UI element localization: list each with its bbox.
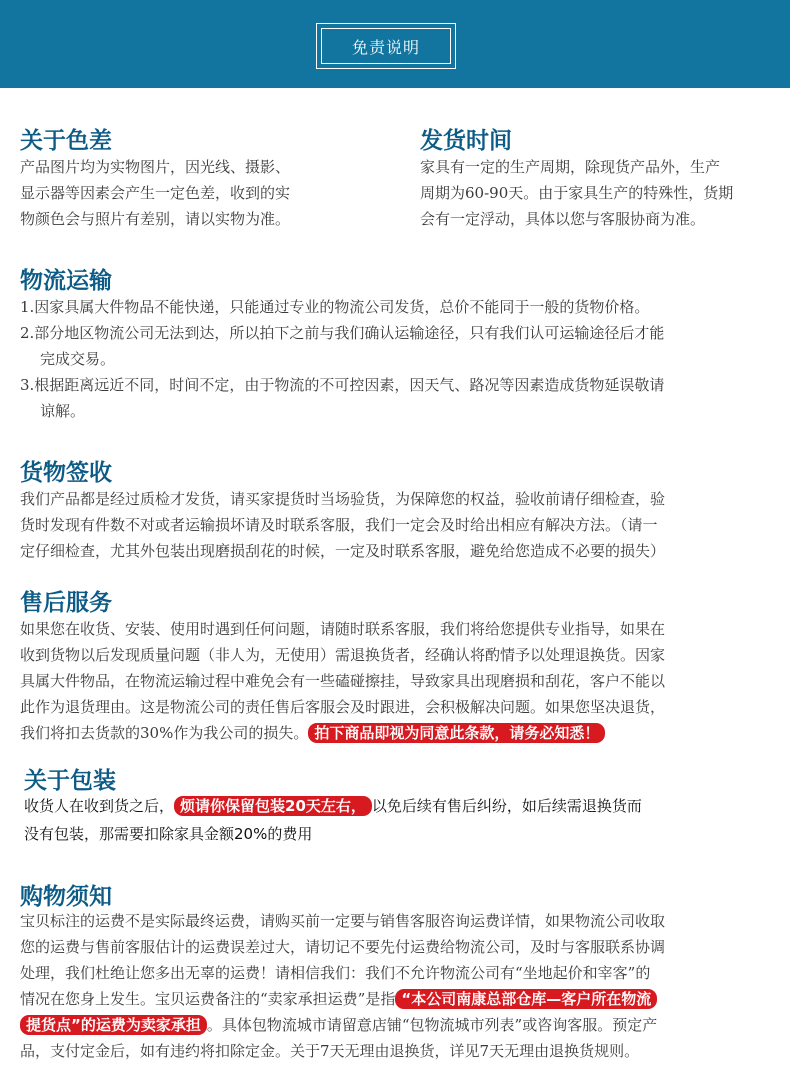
text-line: 物颜色会与照片有差别，请以实物为准。	[20, 210, 291, 228]
text-line: 家具有一定的生产周期，除现货产品外，生产	[420, 158, 721, 176]
text-line: 处理，我们杜绝让您多出无辜的运费！请相信我们：我们不允许物流公司有“坐地起价和宰客”的	[20, 964, 651, 982]
list-item-continuation: 完成交易。	[40, 350, 116, 368]
logistics-text	[20, 294, 780, 424]
text-line: 货时发现有件数不对或者运输损坏请及时联系客服，我们一定会及时给出相应有解决方法。（请一	[20, 516, 658, 534]
text-line: 产品图片均为实物图片，因光线、摄影、	[20, 158, 291, 176]
packaging-heading: 关于包装	[24, 767, 116, 794]
after-sales-highlight: 拍下商品即视为同意此条款，请务必知悉！	[308, 723, 605, 743]
text-line: 会有一定浮动，具体以您与客服协商为准。	[420, 210, 706, 228]
text-line	[20, 986, 780, 1012]
notice-line6: 品，支付定金后，如有违约将扣除定金。关于7天无理由退换货，详见7天无理由退换货规则。	[20, 1042, 640, 1060]
ship-time-text	[420, 154, 785, 232]
packaging-line2: 没有包装，那需要扣除家具金额20%的费用	[24, 825, 313, 843]
text-line	[24, 792, 784, 820]
notice-highlight-a: “本公司南康总部仓库—客户所在物流	[395, 989, 657, 1009]
text-line	[20, 720, 780, 746]
packaging-line1-post: 以免后续有售后纠纷，如后续需退换货而	[371, 797, 642, 815]
text-line: 我们产品都是经过质检才发货，请买家提货时当场验货，为保障您的权益，验收前请仔细检查，验	[20, 490, 666, 508]
after-sales-heading: 售后服务	[20, 589, 112, 616]
banner-title: 免责说明	[321, 28, 451, 64]
banner-frame	[316, 23, 456, 69]
signing-text	[20, 486, 780, 564]
list-item: 3.根据距离远近不同，时间不定，由于物流的不可控因素，因天气、路况等因素造成货物延误敬请	[20, 376, 665, 394]
header-banner	[0, 0, 790, 88]
text-line: 显示器等因素会产生一定色差，收到的实	[20, 184, 291, 202]
notice-highlight-b: 提货点”的运费为卖家承担	[20, 1015, 207, 1035]
text-line: 周期为60-90天。由于家具生产的特殊性，货期	[420, 184, 734, 202]
text-line: 您的运费与售前客服估计的运费误差过大，请切记不要先付运费给物流公司，及时与客服联系协调	[20, 938, 666, 956]
text-line: 宝贝标注的运费不是实际最终运费，请购买前一定要与销售客服咨询运费详情，如果物流公司收取	[20, 912, 666, 930]
notice-text	[20, 908, 780, 1064]
packaging-highlight: 烦请你保留包装20天左右，	[174, 796, 372, 816]
color-diff-heading: 关于色差	[20, 127, 112, 154]
text-line: 具属大件物品，在物流运输过程中难免会有一些磕碰擦挂，导致家具出现磨损和刮花，客户不能以	[20, 672, 666, 690]
text-line	[20, 1012, 780, 1038]
list-item-continuation: 谅解。	[40, 402, 86, 420]
text-line: 收到货物以后发现质量问题（非人为，无使用）需退换货者，经确认将酌情予以处理退换货。因家	[20, 646, 666, 664]
text-line: 此作为退货理由。这是物流公司的责任售后客服会及时跟进，会积极解决问题。如果您坚决退货，	[20, 698, 666, 716]
text-line: 如果您在收货、安装、使用时遇到任何问题，请随时联系客服，我们将给您提供专业指导，如果在	[20, 620, 666, 638]
notice-heading: 购物须知	[20, 883, 112, 910]
after-sales-text	[20, 616, 780, 746]
after-sales-last-line: 我们将扣去货款的30%作为我公司的损失。	[20, 724, 309, 742]
packaging-line1-pre: 收货人在收到货之后，	[24, 797, 175, 815]
notice-line5-post: 。具体包物流城市请留意店铺“包物流城市列表”或咨询客服。预定产	[206, 1016, 658, 1034]
list-item: 1.因家具属大件物品不能快递，只能通过专业的物流公司发货，总价不能同于一般的货物价格。	[20, 298, 650, 316]
ship-time-heading: 发货时间	[420, 127, 512, 154]
signing-heading: 货物签收	[20, 459, 112, 486]
list-item: 2.部分地区物流公司无法到达，所以拍下之前与我们确认运输途径，只有我们认可运输途径后才能	[20, 324, 665, 342]
notice-line4-pre: 情况在您身上发生。宝贝运费备注的“卖家承担运费”是指	[20, 990, 396, 1008]
color-diff-text	[20, 154, 390, 232]
text-line: 定仔细检查，尤其外包装出现磨损刮花的时候，一定及时联系客服，避免给您造成不必要的损失）	[20, 542, 666, 560]
logistics-heading: 物流运输	[20, 267, 112, 294]
packaging-text	[24, 792, 784, 848]
